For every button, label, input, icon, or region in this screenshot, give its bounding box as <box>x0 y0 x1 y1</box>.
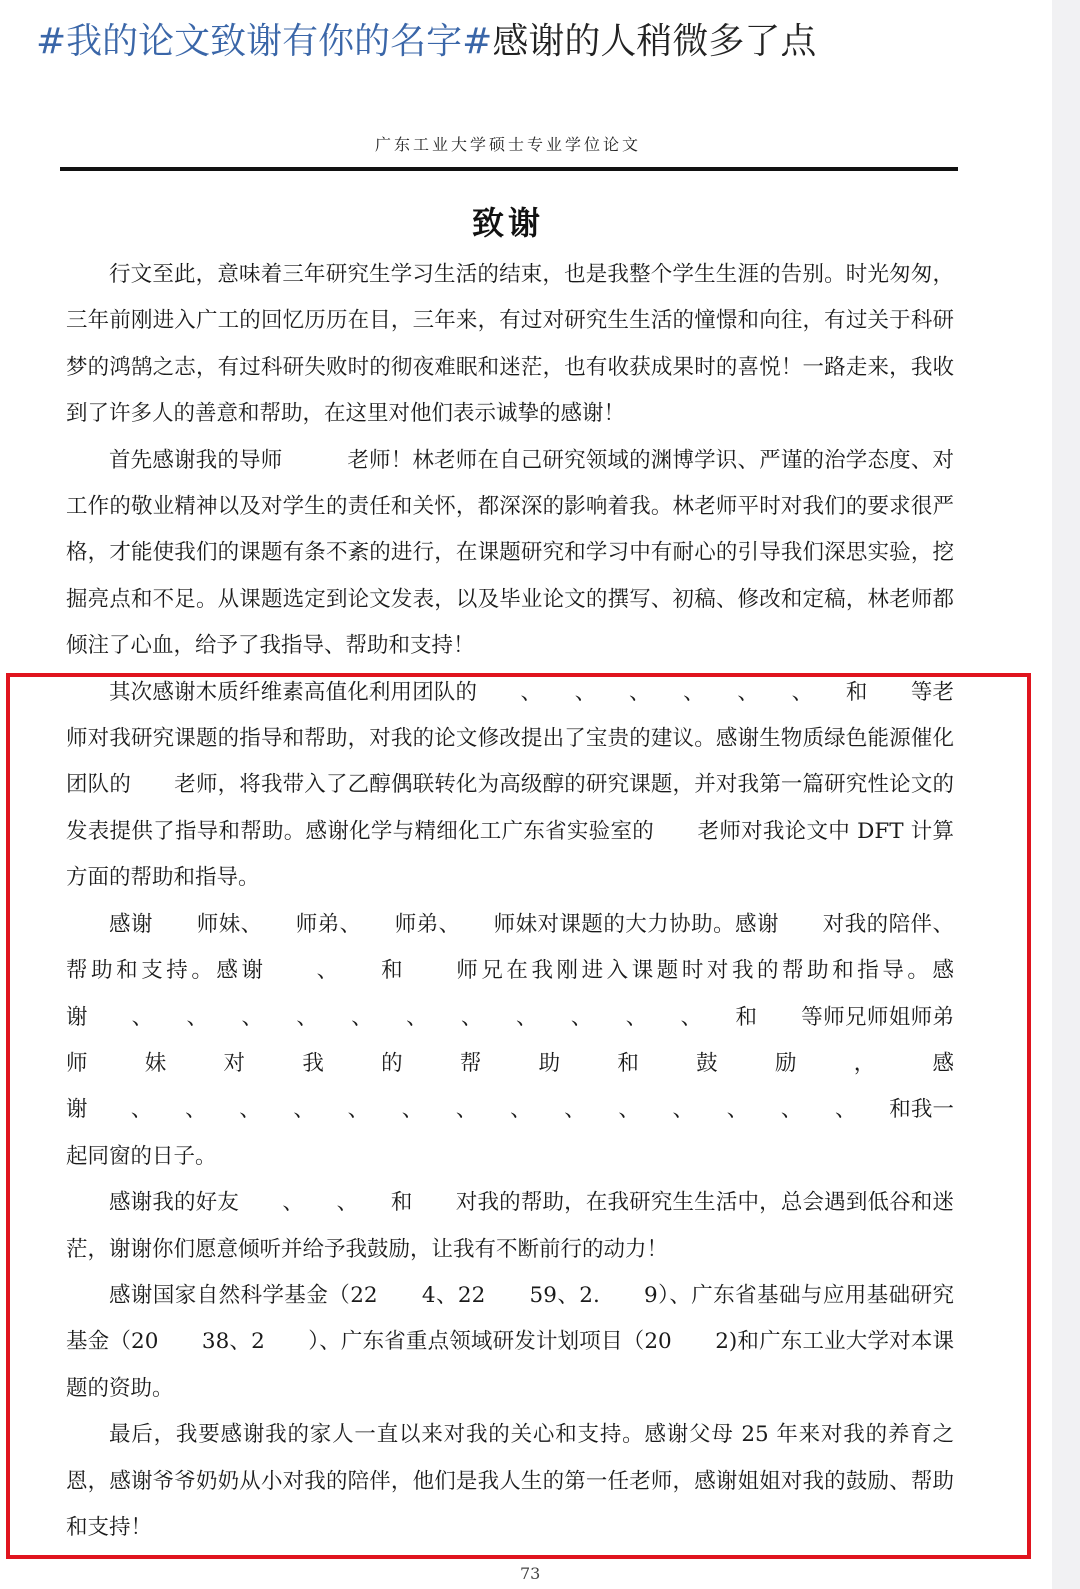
paragraph-labmates: 感谢 师妹、 师弟、 师弟、 师妹对课题的大力协助。感谢 对我的陪伴、帮助和支持。感谢 、 和 师兄在我刚进入课题时对我的帮助和指导。感谢 、 、 、 、 、 、 、 、 、 、 、 和 等师兄师姐师弟师妹对我的帮助和鼓励，感谢 、 、 、 、 、 、 、 、 、 、 、 、 、 、 和我一起同窗的日子。 <box>66 911 954 1169</box>
hashtag-link[interactable]: #我的论文致谢有你的名字# <box>36 21 493 62</box>
paragraph-teachers: 其次感谢木质纤维素高值化利用团队的 、 、 、 、 、 、 和 等老师对我研究课题的指导和帮助，对我的论文修改提出了宝贵的建议。感谢生物质绿色能源催化团队的 老师，将我带入了乙醇偶联转化为高级醇的研究课题，并对我第一篇研究性论文的发表提供了指导和帮助。感谢化学与精细化工广东省实验室的 老师对我论文中 DFT 计算方面的帮助和指导。 <box>66 679 954 891</box>
running-head: 广东工业大学硕士专业学位论文 <box>374 135 641 154</box>
paragraph-intro: 行文至此，意味着三年研究生学习生活的结束，也是我整个学生生涯的告别。时光匆匆，三年前刚进入广工的回忆历历在目，三年来，有过对研究生生活的憧憬和向往，有过关于科研梦的鸿鹄之志，有过科研失败时的彻夜难眠和迷茫，也有收获成果时的喜悦！一路走来，我收到了许多人的善意和帮助，在这里对他们表示诚挚的感谢！ <box>66 262 954 427</box>
paragraph-friends: 感谢我的好友 、 、 和 对我的帮助，在我研究生生活中，总会遇到低谷和迷茫，谢谢你们愿意倾听并给予我鼓励，让我有不断前行的动力！ <box>66 1190 954 1262</box>
paragraph-family: 最后，我要感谢我的家人一直以来对我的关心和支持。感谢父母 25 年来对我的养育之恩，感谢爷爷奶奶从小对我的陪伴，他们是我人生的第一任老师，感谢姐姐对我的鼓励、帮助和支持！ <box>66 1422 954 1540</box>
paragraph-funding: 感谢国家自然科学基金（22 4、22 59、2. 9）、广东省基础与应用基础研究基金（20 38、2 ）、广东省重点领域研发计划项目（20 2)和广东工业大学对本课题的资助。 <box>66 1282 954 1401</box>
post-title <box>36 14 1036 70</box>
page-heading: 致谢 <box>471 204 544 242</box>
post-caption: 感谢的人稍微多了点 <box>492 21 817 62</box>
scroll-edge <box>1052 0 1080 1589</box>
highlight-box <box>6 673 1031 1559</box>
page-number: 73 <box>520 1564 541 1583</box>
paragraph-advisor: 首先感谢我的导师 老师！林老师在自己研究领域的渊博学识、严谨的治学态度、对工作的敬业精神以及对学生的责任和关怀，都深深的影响着我。林老师平时对我们的要求很严格，才能使我们的课题有条不紊的进行，在课题研究和学习中有耐心的引导我们深思实验，挖掘亮点和不足。从课题选定到论文发表，以及毕业论文的撰写、初稿、修改和定稿，林老师都倾注了心血，给予了我指导、帮助和支持！ <box>66 447 954 659</box>
header-rule <box>60 167 958 171</box>
